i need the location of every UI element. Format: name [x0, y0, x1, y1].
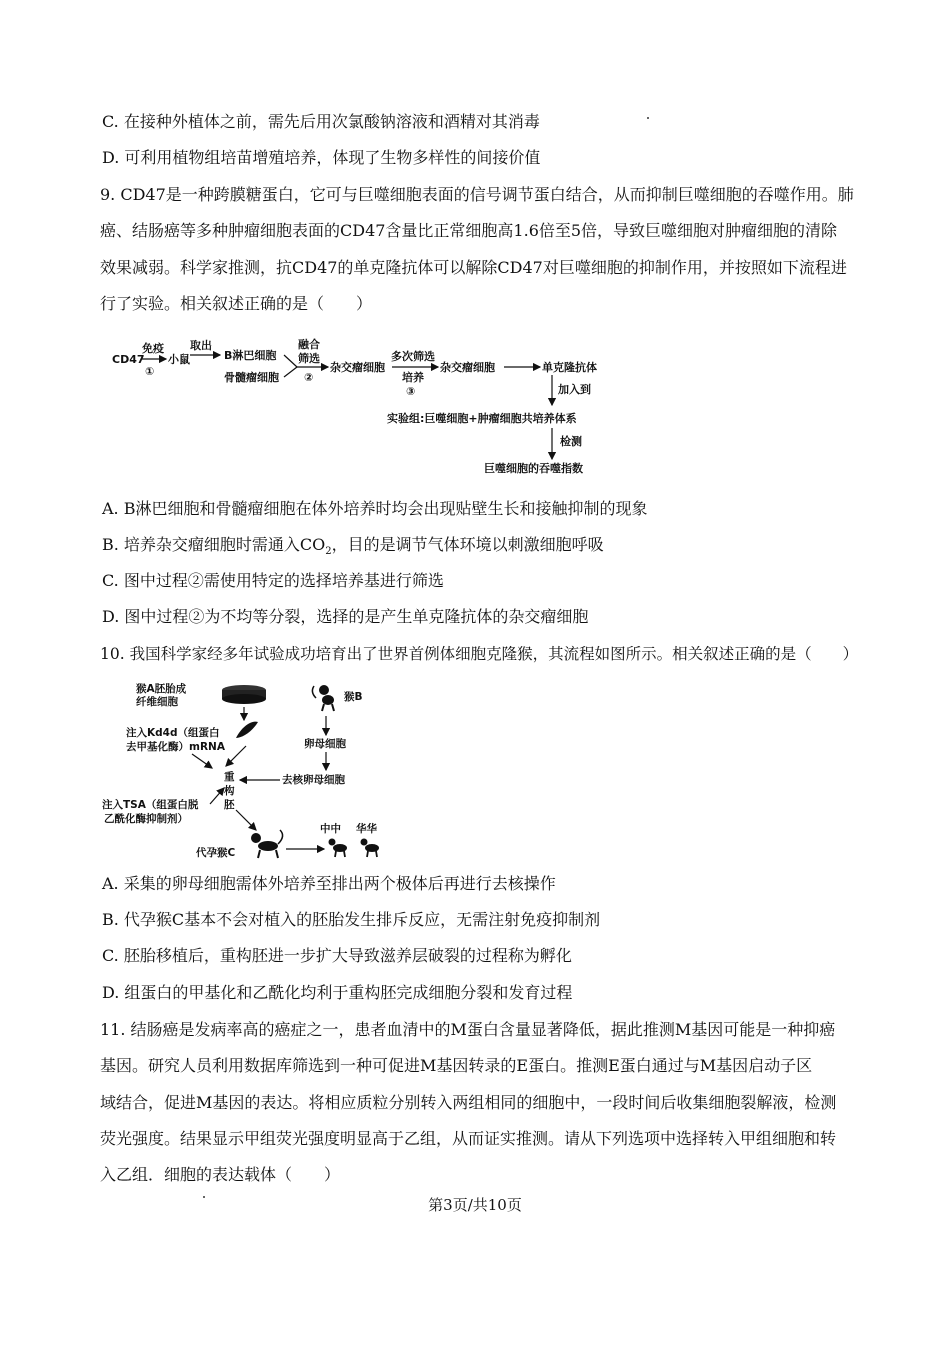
fibroblast-label-2: 纤维细胞: [136, 696, 178, 708]
q9-option-a: A. B淋巴细胞和骨髓瘤细胞在体外培养时均会出现贴壁生长和接触抑制的现象: [102, 499, 648, 518]
q9-option-b-text: B. 培养杂交瘤细胞时需通入CO: [102, 535, 326, 554]
kd4d-label-1: 注入Kd4d（组蛋白: [126, 727, 220, 739]
huahua-label: 华华: [356, 823, 377, 835]
add-to-label: 加入到: [558, 383, 591, 396]
screen-label: 筛选: [298, 352, 320, 365]
q11-stem-line-5: 入乙组．细胞的表达载体（ ）: [100, 1165, 341, 1184]
fibroblast-cell-icon: [236, 722, 258, 738]
zhongzhong-label: 中中: [320, 823, 341, 835]
q9-stem-line-4: 行了实验。相关叙述正确的是（ ）: [100, 294, 373, 313]
mab-label: 单克隆抗体: [542, 361, 597, 374]
petri-dish-icon: [222, 685, 266, 704]
page-number: 第3页/共10页: [428, 1196, 522, 1214]
multi-screen-label: 多次筛选: [391, 350, 435, 363]
q9-option-b-text-end: ，目的是调节气体环境以刺激细胞呼吸: [331, 535, 604, 554]
step-2-marker: ②: [304, 371, 314, 384]
q10-option-d: D. 组蛋白的甲基化和乙酰化均利于重构胚完成细胞分裂和发育过程: [102, 983, 573, 1002]
enucleated-oocyte-label: 去核卵母细胞: [282, 774, 345, 786]
extract-label: 取出: [190, 339, 212, 352]
q9-option-b: [102, 535, 604, 562]
monkey-b-icon: [312, 685, 334, 711]
tsa-label-1: 注入TSA（组蛋白脱: [102, 799, 199, 811]
q9-stem-line-3: 效果减弱。科学家推测，抗CD47的单克隆抗体可以解除CD47对巨噬细胞的抑制作用，并按照如下流程进: [100, 258, 847, 277]
b-cell-label: B淋巴细胞: [224, 349, 277, 362]
q11-stem-line-3: 域结合，促进M基因的表达。将相应质粒分别转入两组相同的细胞中，一段时间后收集细胞裂解液，检测: [100, 1093, 837, 1112]
q9-flow-diagram: [100, 335, 620, 485]
step-1-marker: ①: [145, 365, 155, 378]
experiment-group-label: 实验组:巨噬细胞+肿瘤细胞共培养体系: [387, 412, 577, 425]
q8-option-d: D. 可利用植物组培苗增殖培养，体现了生物多样性的间接价值: [102, 148, 541, 167]
detect-label: 检测: [560, 435, 582, 448]
q10-stem: 10. 我国科学家经多年试验成功培育出了世界首例体细胞克隆猴，其流程如图所示。相关叙述正确的是（ ）: [100, 645, 859, 663]
q10-option-b: B. 代孕猴C基本不会对植入的胚胎发生排斥反应，无需注射免疫抑制剂: [102, 910, 601, 929]
huahua-icon: [361, 839, 380, 858]
q11-stem-line-4: 荧光强度。结果显示甲组荧光强度明显高于乙组，从而证实推测。请从下列选项中选择转入甲组细胞和转: [100, 1129, 837, 1148]
phagocytic-index-label: 巨噬细胞的吞噬指数: [484, 462, 583, 475]
mouse-label: 小鼠: [168, 353, 190, 366]
step-3-marker: ③: [406, 385, 416, 398]
q11-stem-line-1: 11. 结肠癌是发病率高的癌症之一，患者血清中的M蛋白含量显著降低，据此推测M基因可能是一种抑癌: [100, 1020, 836, 1039]
kd4d-label-2: 去甲基化酶）mRNA: [126, 741, 225, 753]
zhongzhong-icon: [329, 839, 348, 858]
surrogate-c-label: 代孕猴C: [196, 847, 236, 859]
recon-label-3: 胚: [224, 799, 235, 811]
q9-stem-line-1: 9. CD47是一种跨膜糖蛋白，它可与巨噬细胞表面的信号调节蛋白结合，从而抑制巨噬细胞的吞噬作用。肺: [100, 185, 854, 204]
co2-subscript: 2: [325, 546, 332, 558]
q10-option-a: A. 采集的卵母细胞需体外培养至排出两个极体后再进行去核操作: [102, 874, 556, 893]
q8-option-c: C. 在接种外植体之前，需先后用次氯酸钠溶液和酒精对其消毒: [102, 112, 540, 131]
q9-option-c: C. 图中过程②需使用特定的选择培养基进行筛选: [102, 571, 444, 590]
tsa-label-2: 乙酰化酶抑制剂）: [104, 813, 188, 825]
oocyte-label: 卵母细胞: [304, 738, 346, 750]
recon-label-2: 构: [224, 785, 235, 797]
immunize-label: 免疫: [142, 342, 164, 355]
hybridoma-label-1: 杂交瘤细胞: [330, 361, 385, 374]
q9-stem-line-2: 癌、结肠癌等多种肿瘤细胞表面的CD47含量比正常细胞高1.6倍至5倍，导致巨噬细胞对肿瘤细胞的清除: [100, 221, 838, 240]
fuse-label: 融合: [298, 338, 320, 351]
q10-clone-diagram: [100, 680, 400, 865]
q11-stem-line-2: 基因。研究人员利用数据库筛选到一种可促进M基因转录的E蛋白。推测E蛋白通过与M基因启动子区: [100, 1056, 813, 1075]
recon-label-1: 重: [224, 771, 235, 783]
q9-option-d: D. 图中过程②为不均等分裂，选择的是产生单克隆抗体的杂交瘤细胞: [102, 607, 589, 626]
cd47-label: CD47: [112, 353, 145, 366]
scan-dot: [647, 117, 649, 119]
culture-label: 培养: [402, 371, 424, 384]
q10-option-c: C. 胚胎移植后，重构胚进一步扩大导致滋养层破裂的过程称为孵化: [102, 946, 572, 965]
hybridoma-label-2: 杂交瘤细胞: [440, 361, 495, 374]
fibroblast-label-1: 猴A胚胎成: [136, 683, 187, 695]
monkey-c-icon: [251, 830, 283, 858]
myeloma-label: 骨髓瘤细胞: [224, 371, 279, 384]
monkey-b-label: 猴B: [344, 691, 363, 703]
